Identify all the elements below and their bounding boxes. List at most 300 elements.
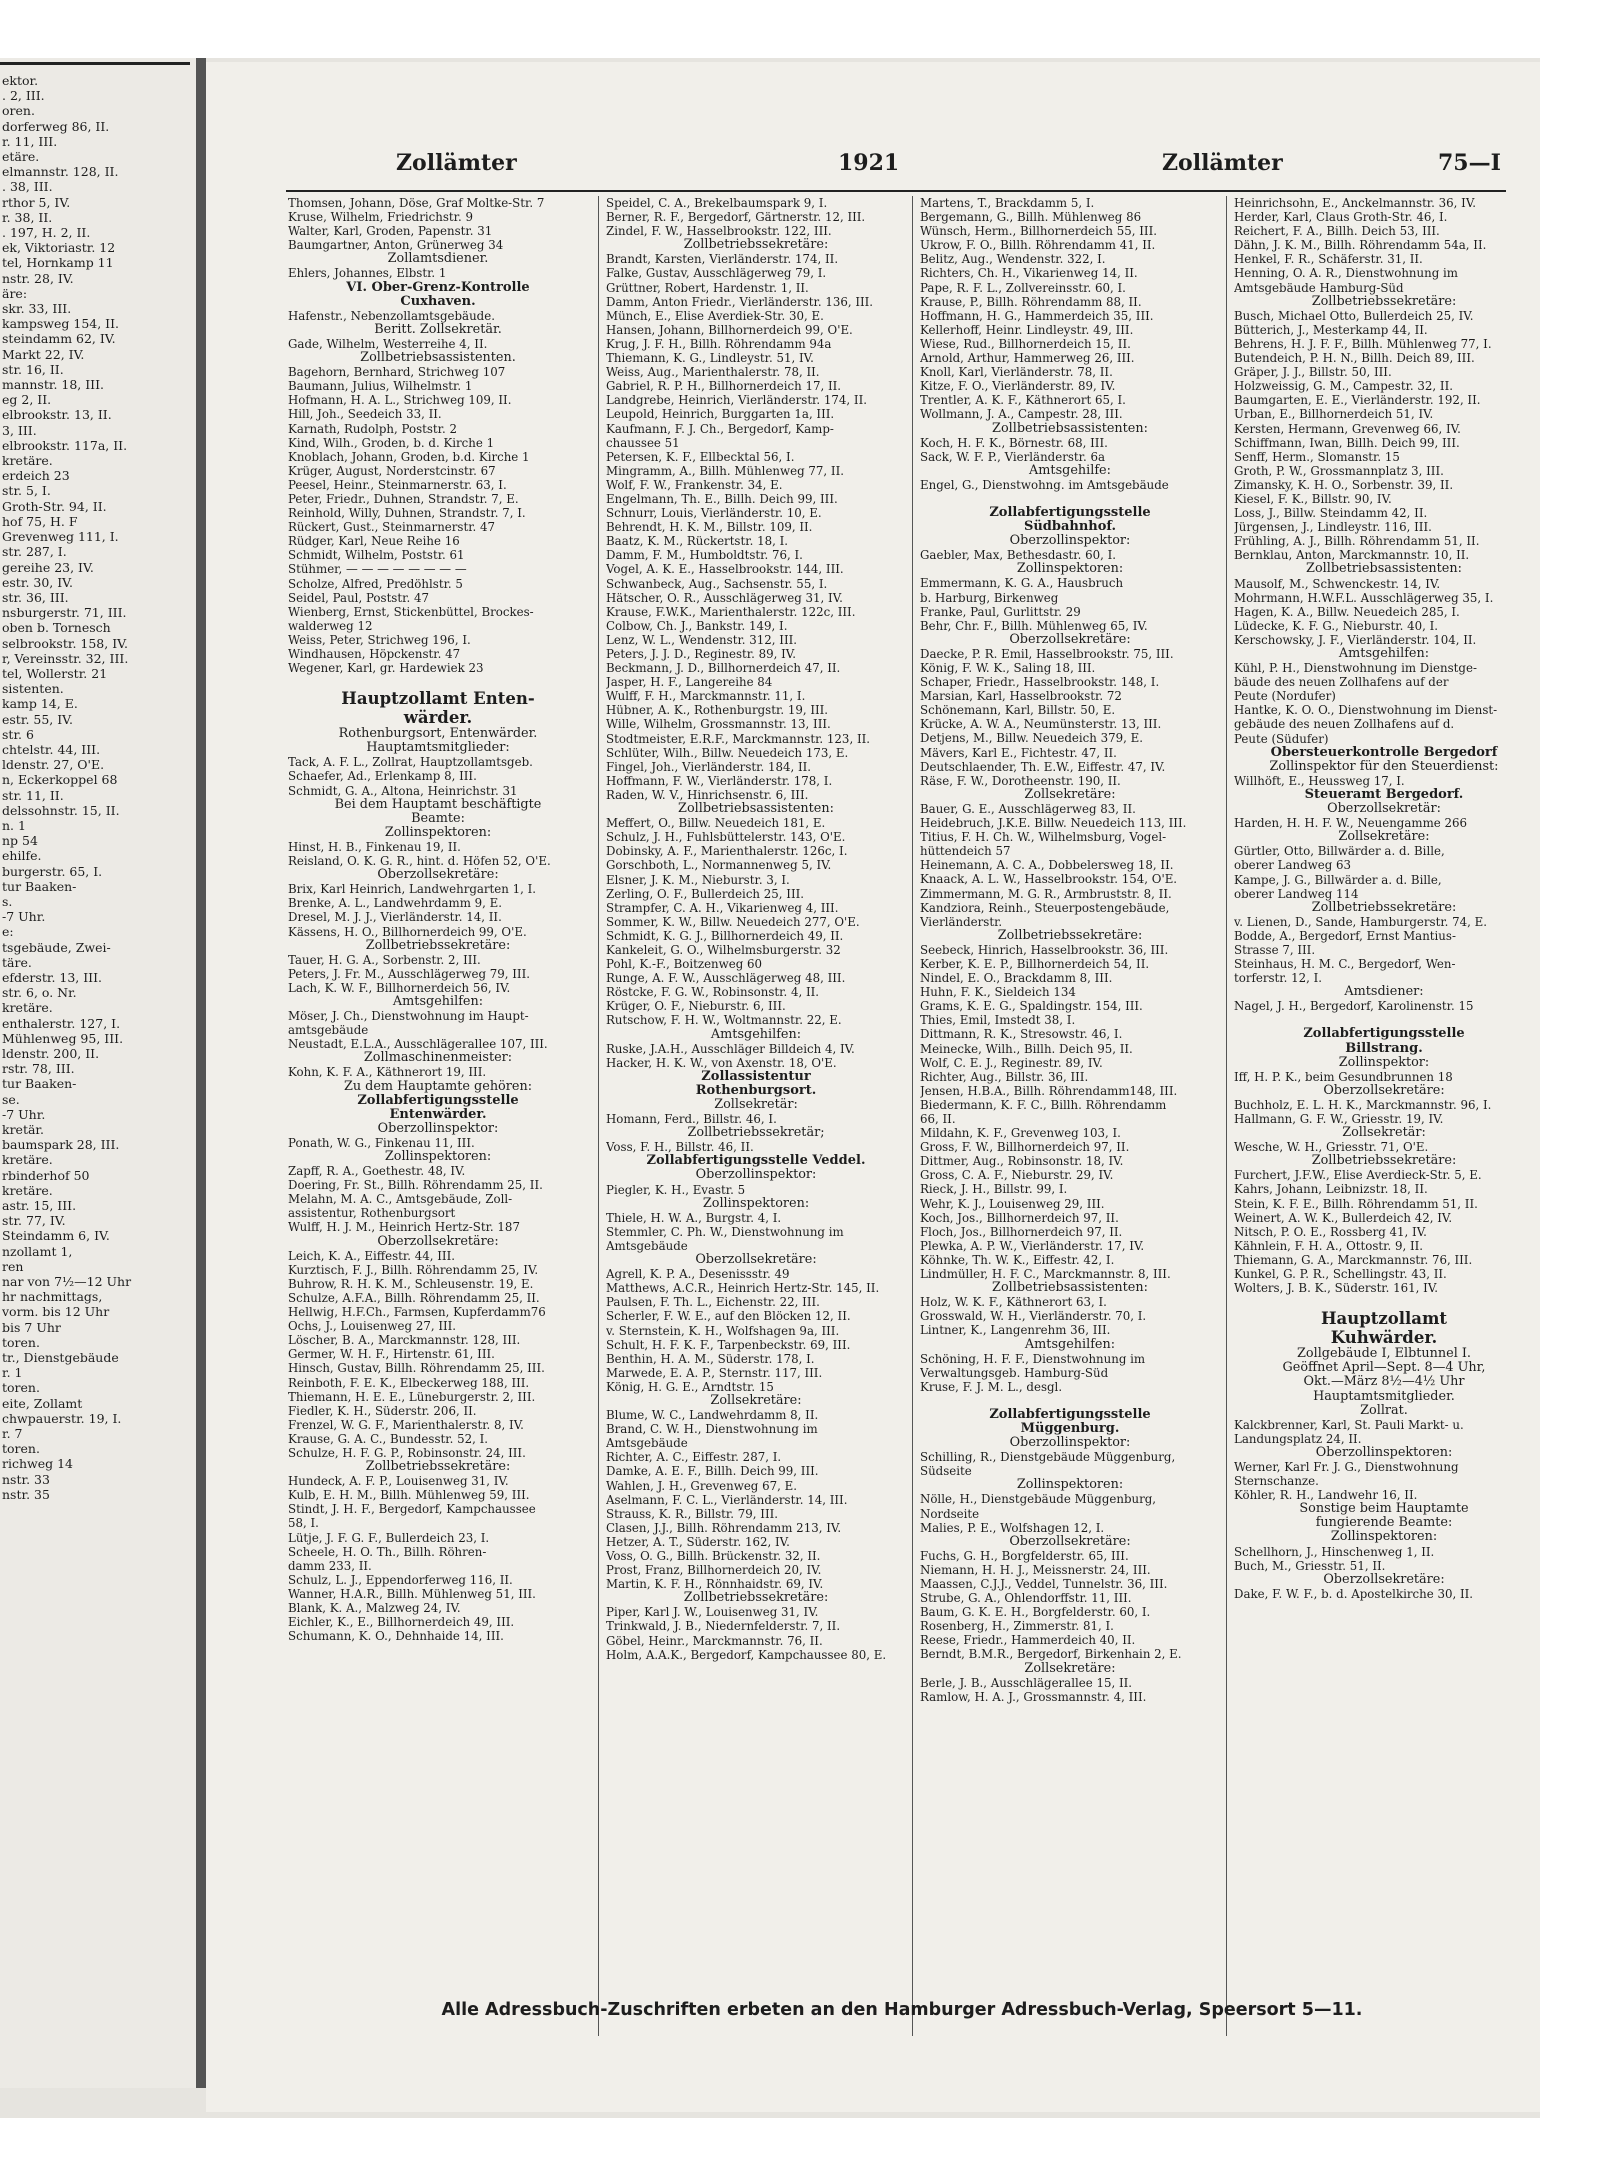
directory-entry: Matthews, A.C.R., Heinrich Hertz-Str. 145, II. bbox=[606, 1281, 880, 1296]
directory-entry: Stühmer, — — — — — — — — bbox=[288, 562, 467, 577]
left-page-line: ren bbox=[2, 1258, 24, 1274]
directory-entry: Wulff, F. H., Marckmannstr. 11, I. bbox=[606, 689, 806, 704]
directory-entry: Peute (Südufer) bbox=[1234, 731, 1329, 746]
left-page-line: str. 5, I. bbox=[2, 483, 51, 499]
directory-entry: Kampe, J. G., Billwärder a. d. Bille, bbox=[1234, 872, 1442, 887]
directory-entry: Dittmann, R. K., Stresowstr. 46, I. bbox=[920, 1027, 1123, 1042]
directory-entry: Fingel, Joh., Vierländerstr. 184, II. bbox=[606, 759, 812, 774]
directory-entry: Schiffmann, Iwan, Billh. Deich 99, III. bbox=[1234, 435, 1460, 450]
directory-entry: Thies, Emil, Imstedt 38, I. bbox=[920, 1013, 1076, 1028]
directory-entry: Amtsgebäude Hamburg-Süd bbox=[1234, 280, 1404, 295]
column-2 bbox=[606, 196, 906, 1662]
spacer bbox=[1234, 1295, 1534, 1309]
directory-entry: Hellwig, H.F.Ch., Farmsen, Kupferdamm76 bbox=[288, 1305, 546, 1320]
directory-entry: Schlüter, Wilh., Billw. Neuedeich 173, E. bbox=[606, 745, 849, 760]
directory-entry: Behrendt, H. K. M., Billstr. 109, II. bbox=[606, 520, 813, 535]
section-heading: Oberzollinspektoren: bbox=[1315, 1444, 1453, 1460]
directory-entry: Kruse, F. J. M. L., desgl. bbox=[920, 1379, 1063, 1394]
directory-entry: Baumgarten, E. E., Vierländerstr. 192, II. bbox=[1234, 393, 1481, 408]
directory-entry: gebäude des neuen Zollhafens auf d. bbox=[1234, 717, 1455, 732]
left-page-line: r. 11, III. bbox=[2, 133, 58, 149]
section-heading: Oberzollsekretäre: bbox=[695, 1252, 817, 1268]
directory-entry: Hill, Joh., Seedeich 33, II. bbox=[288, 407, 442, 422]
directory-entry: v. Lienen, D., Sande, Hamburgerstr. 74, E. bbox=[1234, 914, 1488, 929]
directory-entry: Buhrow, R. H. K. M., Schleusenstr. 19, E. bbox=[288, 1276, 534, 1291]
left-page-line: vorm. bis 12 Uhr bbox=[2, 1304, 110, 1320]
directory-entry: Zindel, F. W., Hasselbrookstr. 122, III. bbox=[606, 224, 832, 239]
left-page-line: etäre. bbox=[2, 149, 40, 165]
left-page-line: r. 7 bbox=[2, 1426, 23, 1442]
directory-entry: Strampfer, C. A. H., Vikarienweg 4, III. bbox=[606, 900, 839, 915]
directory-entry: Knoblach, Johann, Groden, b.d. Kirche 1 bbox=[288, 449, 530, 464]
directory-entry: Brand, C. W. H., Dienstwohnung im bbox=[606, 1422, 818, 1437]
office-heading: Zollabfertigungsstelle bbox=[1303, 1026, 1465, 1042]
section-heading: Zollbetriebssekretäre: bbox=[1311, 1153, 1457, 1169]
directory-entry: Nitsch, P. O. E., Rossberg 41, IV. bbox=[1234, 1224, 1427, 1239]
directory-entry: Zerling, O. F., Bullerdeich 25, III. bbox=[606, 886, 805, 901]
directory-entry: Bodde, A., Bergedorf, Ernst Mantius- bbox=[1234, 928, 1456, 943]
directory-entry: Rutschow, F. H. W., Woltmannstr. 22, E. bbox=[606, 1013, 842, 1028]
directory-entry: Tack, A. F. L., Zollrat, Hauptzollamtsgeb. bbox=[288, 755, 533, 770]
directory-entry: Wollmann, J. A., Campestr. 28, III. bbox=[920, 407, 1123, 422]
directory-entry: Buchholz, E. L. H. K., Marckmannstr. 96, I. bbox=[1234, 1097, 1492, 1112]
directory-entry: Vogel, A. K. E., Hasselbrookstr. 144, III. bbox=[606, 562, 844, 577]
section-heading: Zollinspektoren: bbox=[702, 1195, 810, 1211]
directory-entry: Gorschboth, L., Normannenweg 5, IV. bbox=[606, 858, 832, 873]
directory-entry: Jensen, H.B.A., Billh. Röhrendamm148, III. bbox=[920, 1083, 1178, 1098]
column-divider bbox=[1226, 196, 1227, 2036]
directory-entry: Windhausen, Höpckenstr. 47 bbox=[288, 647, 461, 661]
directory-entry: Damm, F. M., Humboldtstr. 76, I. bbox=[606, 548, 803, 563]
left-page-line: dorferweg 86, II. bbox=[2, 118, 110, 134]
directory-entry: Ukrow, F. O., Billh. Röhrendamm 41, II. bbox=[920, 238, 1156, 253]
section-heading: Oberzollsekretäre: bbox=[1009, 1533, 1131, 1549]
directory-entry: Blank, K. A., Malzweg 24, IV. bbox=[288, 1601, 461, 1615]
directory-entry: Franke, Paul, Gurlittstr. 29 bbox=[920, 604, 1081, 619]
directory-entry: Wesche, W. H., Griesstr. 71, O'E. bbox=[1234, 1140, 1429, 1155]
directory-entry: Ramlow, H. A. J., Grossmannstr. 4, III. bbox=[920, 1689, 1147, 1704]
directory-entry: hüttendeich 57 bbox=[920, 844, 1011, 859]
directory-entry: Belitz, Aug., Wendenstr. 322, I. bbox=[920, 252, 1106, 267]
directory-entry: Bütterich, J., Mesterkamp 44, II. bbox=[1234, 322, 1428, 337]
left-page-line: Steindamm 6, IV. bbox=[2, 1228, 110, 1244]
directory-entry: Reichert, F. A., Billh. Deich 53, III. bbox=[1234, 224, 1440, 239]
directory-entry: Bauer, G. E., Ausschlägerweg 83, II. bbox=[920, 801, 1136, 816]
directory-entry: Kellerhoff, Heinr. Lindleystr. 49, III. bbox=[920, 322, 1134, 337]
directory-entry: Scherler, F. W. E., auf den Blöcken 12, II. bbox=[606, 1309, 851, 1324]
directory-entry: 58, I. bbox=[288, 1516, 319, 1531]
spacer bbox=[920, 492, 1220, 506]
directory-entry: Henkel, F. R., Schäferstr. 31, II. bbox=[1234, 252, 1423, 267]
directory-entry: Peter, Friedr., Duhnen, Strandstr. 7, E. bbox=[288, 491, 519, 506]
directory-entry: Dake, F. W. F., b. d. Apostelkirche 30, II. bbox=[1234, 1586, 1474, 1601]
directory-entry: König, H. G. E., Arndtstr. 15 bbox=[606, 1379, 774, 1394]
directory-entry: Krause, P., Billh. Röhrendamm 88, II. bbox=[920, 294, 1142, 309]
directory-entry: Schöning, H. F. F., Dienstwohnung im bbox=[920, 1351, 1146, 1366]
directory-entry: Stemmler, C. Ph. W., Dienstwohnung im bbox=[606, 1224, 844, 1239]
left-page-line: str. 77, IV. bbox=[2, 1213, 66, 1229]
directory-entry: Leupold, Heinrich, Burggarten 1a, III. bbox=[606, 407, 835, 422]
directory-entry: Hantke, K. O. O., Dienstwohnung im Dienst- bbox=[1234, 703, 1498, 718]
directory-entry: Peesel, Heinr., Steinmarnerstr. 63, I. bbox=[288, 477, 507, 492]
directory-entry: Tauer, H. G. A., Sorbenstr. 2, III. bbox=[288, 952, 481, 967]
directory-entry: Baatz, K. M., Rückertstr. 18, I. bbox=[606, 534, 788, 549]
directory-entry: Heinemann, A. C. A., Dobbelersweg 18, II. bbox=[920, 858, 1174, 873]
left-page-line: str. 6, o. Nr. bbox=[2, 985, 77, 1001]
directory-entry: Reese, Friedr., Hammerdeich 40, II. bbox=[920, 1633, 1136, 1648]
section-heading: Zollbetriebssekretäre: bbox=[1311, 899, 1457, 915]
directory-entry: Gross, C. A. F., Nieburstr. 29, IV. bbox=[920, 1168, 1114, 1183]
directory-entry: Scholze, Alfred, Predöhlstr. 5 bbox=[288, 576, 463, 591]
directory-entry: v. Sternstein, K. H., Wolfshagen 9a, III. bbox=[606, 1323, 840, 1338]
directory-entry: Wehr, K. J., Louisenweg 29, III. bbox=[920, 1196, 1105, 1211]
directory-entry: Elsner, J. K. M., Nieburstr. 3, I. bbox=[606, 872, 790, 887]
directory-entry: Nölle, H., Dienstgebäude Müggenburg, bbox=[920, 1492, 1157, 1507]
left-page-line: Groth-Str. 94, II. bbox=[2, 498, 107, 514]
directory-entry: Schult, H. F. K. F., Tarpenbeckstr. 69, III. bbox=[606, 1337, 851, 1352]
directory-entry: Raden, W. V., Hinrichsenstr. 6, III. bbox=[606, 787, 809, 802]
directory-entry: Detjens, M., Billw. Neuedeich 379, E. bbox=[920, 731, 1144, 746]
left-page-line: str. 16, II. bbox=[2, 361, 64, 377]
left-page-line: baumspark 28, III. bbox=[2, 1137, 120, 1153]
section-heading: Zollinspektoren: bbox=[1330, 1529, 1438, 1545]
left-page-line: r. 38, II. bbox=[2, 209, 53, 225]
directory-entry: Kähnlein, F. H. A., Ottostr. 9, II. bbox=[1234, 1238, 1424, 1253]
left-page-line: . 197, H. 2, II. bbox=[2, 225, 91, 241]
left-page-line: kretär. bbox=[2, 1122, 44, 1138]
left-page-line: -7 Uhr. bbox=[2, 1106, 46, 1122]
directory-entry: Marwede, E. A. P., Sternstr. 117, III. bbox=[606, 1365, 823, 1380]
directory-entry: Peters, J. Fr. M., Ausschlägerweg 79, III. bbox=[288, 966, 531, 981]
directory-entry: Schumann, K. O., Dehnhaide 14, III. bbox=[288, 1629, 504, 1644]
directory-entry: Lintner, K., Langenrehm 36, III. bbox=[920, 1323, 1111, 1338]
section-heading: Sonstige beim Hauptamte bbox=[1299, 1501, 1469, 1517]
directory-entry: Lütje, J. F. G. F., Bullerdeich 23, I. bbox=[288, 1530, 490, 1545]
office-heading: Billstrang. bbox=[1345, 1040, 1423, 1056]
directory-entry: Stindt, J. H. F., Bergedorf, Kampchaussee bbox=[288, 1502, 536, 1517]
section-heading: Zollsekretär: bbox=[714, 1097, 798, 1112]
directory-entry: Südseite bbox=[920, 1464, 972, 1479]
directory-entry: Wienberg, Ernst, Stickenbüttel, Brockes- bbox=[288, 604, 534, 619]
left-page-line: rstr. 78, III. bbox=[2, 1061, 75, 1077]
directory-entry: Hübner, A. K., Rothenburgstr. 19, III. bbox=[606, 703, 829, 718]
directory-entry: Heinrichsohn, E., Anckelmannstr. 36, IV. bbox=[1234, 196, 1477, 210]
section-heading: Beritt. Zollsekretär. bbox=[374, 321, 502, 337]
section-heading: Hauptamtsmitglieder: bbox=[366, 740, 510, 756]
directory-entry: b. Harburg, Birkenweg bbox=[920, 590, 1059, 605]
section-heading: Oberzollsekretäre: bbox=[377, 1233, 499, 1249]
directory-entry: Vierländerstr. bbox=[920, 914, 1003, 929]
directory-entry: Busch, Michael Otto, Bullerdeich 25, IV. bbox=[1234, 308, 1474, 323]
directory-entry: Kässens, H. O., Billhornerdeich 99, O'E. bbox=[288, 924, 527, 939]
directory-entry: Zapff, R. A., Goethestr. 48, IV. bbox=[288, 1164, 466, 1179]
directory-entry: Landungsplatz 24, II. bbox=[1234, 1431, 1362, 1446]
directory-entry: Brandt, Karsten, Vierländerstr. 174, II. bbox=[606, 252, 839, 267]
directory-entry: Rieck, J. H., Billstr. 99, I. bbox=[920, 1182, 1068, 1197]
section-heading: Zollinspektoren: bbox=[1016, 561, 1124, 577]
directory-entry: Lenz, W. L., Wendenstr. 312, III. bbox=[606, 632, 798, 647]
spacer bbox=[920, 1394, 1220, 1408]
office-heading: Müggenburg. bbox=[1020, 1420, 1120, 1436]
directory-entry: Martens, T., Brackdamm 5, I. bbox=[920, 196, 1095, 210]
directory-entry: Prost, Franz, Billhornerdeich 20, IV. bbox=[606, 1563, 822, 1578]
directory-entry: Wiese, Rud., Billhornerdeich 15, II. bbox=[920, 336, 1131, 351]
office-heading: Zollabfertigungsstelle Veddel. bbox=[646, 1153, 866, 1169]
left-page-line: str. 36, III. bbox=[2, 589, 69, 605]
directory-entry: 66, II. bbox=[920, 1112, 956, 1126]
directory-entry: Köhler, R. H., Landwehr 16, II. bbox=[1234, 1488, 1418, 1503]
directory-entry: Sternschanze. bbox=[1234, 1474, 1319, 1489]
directory-entry: Hoffmann, H. G., Hammerdeich 35, III. bbox=[920, 308, 1154, 323]
office-heading: Zollabfertigungsstelle bbox=[357, 1092, 519, 1108]
directory-entry: Urban, E., Billhornerdeich 51, IV. bbox=[1234, 407, 1434, 422]
directory-entry: Zimmermann, M. G. R., Armbruststr. 8, II. bbox=[920, 886, 1172, 901]
directory-entry: Wolters, J. B. K., Süderstr. 161, IV. bbox=[1234, 1281, 1439, 1296]
office-heading: Rothenburgsort. bbox=[695, 1082, 817, 1098]
left-page-line: nstr. 35 bbox=[2, 1486, 50, 1502]
directory-entry: Baumgartner, Anton, Grünerweg 34 bbox=[288, 238, 504, 253]
directory-entry: Meffert, O., Billw. Neuedeich 181, E. bbox=[606, 816, 826, 831]
left-page-line: skr. 33, III. bbox=[2, 301, 72, 317]
column-3 bbox=[920, 196, 1220, 1704]
left-page-line: chwpauerstr. 19, I. bbox=[2, 1410, 122, 1426]
left-page-line: np 54 bbox=[2, 833, 38, 849]
directory-entry: Biedermann, K. F. C., Billh. Röhrendamm bbox=[920, 1097, 1167, 1112]
directory-entry: Meinecke, Wilh., Billh. Deich 95, II. bbox=[920, 1041, 1133, 1056]
directory-entry: Kurztisch, F. J., Billh. Röhrendamm 25, IV. bbox=[288, 1262, 539, 1277]
directory-entry: Rosenberg, H., Zimmerstr. 81, I. bbox=[920, 1619, 1114, 1634]
left-page-line: kretäre. bbox=[2, 453, 53, 469]
directory-entry: Frühling, A. J., Billh. Röhrendamm 51, II. bbox=[1234, 534, 1480, 549]
directory-entry: Ochs, J., Louisenweg 27, III. bbox=[288, 1319, 457, 1334]
directory-entry: Kiesel, F. K., Billstr. 90, IV. bbox=[1234, 491, 1392, 506]
directory-entry: amtsgebäude bbox=[288, 1023, 369, 1038]
directory-entry: Germer, W. H. F., Hirtenstr. 61, III. bbox=[288, 1347, 495, 1362]
left-page-line: bis 7 Uhr bbox=[2, 1319, 61, 1335]
directory-entry: Bergemann, G., Billh. Mühlenweg 86 bbox=[920, 210, 1142, 225]
directory-entry: Kandziora, Reinh., Steuerpostengebäude, bbox=[920, 900, 1170, 915]
directory-entry: Holz, W. K. F., Käthnerort 63, I. bbox=[920, 1295, 1107, 1310]
section-heading: Zu dem Hauptamte gehören: bbox=[343, 1078, 533, 1094]
directory-entry: Huhn, F. K., Sieldeich 134 bbox=[920, 985, 1076, 1000]
directory-entry: Kunkel, G. P. R., Schellingstr. 43, II. bbox=[1234, 1267, 1447, 1282]
spacer bbox=[1234, 1013, 1534, 1027]
directory-entry: Gräper, J. J., Billstr. 50, III. bbox=[1234, 365, 1392, 380]
left-page-line: tr., Dienstgebäude bbox=[2, 1350, 119, 1366]
directory-entry: Krug, J. F. H., Billh. Röhrendamm 94a bbox=[606, 336, 832, 351]
directory-entry: Damke, A. E. F., Billh. Deich 99, III. bbox=[606, 1464, 819, 1479]
left-page-line: elbrookstr. 13, II. bbox=[2, 407, 112, 423]
section-heading: Bei dem Hauptamt beschäftigte bbox=[334, 796, 542, 812]
directory-entry: Aselmann, F. C. L., Vierländerstr. 14, III. bbox=[606, 1492, 848, 1507]
left-page-line: se. bbox=[2, 1091, 20, 1107]
section-heading: Amtsgehilfen: bbox=[1338, 646, 1430, 661]
section-heading: Oberzollsekretäre: bbox=[377, 867, 499, 883]
section-heading: Zollbetriebssekretäre: bbox=[683, 1590, 829, 1606]
directory-entry: Runge, A. F. W., Ausschlägerweg 48, III. bbox=[606, 971, 846, 986]
section-heading: Oberzollsekretäre: bbox=[1323, 1571, 1445, 1587]
left-page-line: kamp 14, E. bbox=[2, 696, 78, 712]
directory-entry: Kühl, P. H., Dienstwohnung im Dienstge- bbox=[1234, 661, 1477, 676]
directory-entry: Loss, J., Billw. Steindamm 42, II. bbox=[1234, 506, 1428, 521]
directory-entry: Wulff, H. J. M., Heinrich Hertz-Str. 187 bbox=[288, 1220, 520, 1235]
left-page-line: eite, Zollamt bbox=[2, 1395, 83, 1411]
directory-entry: Dähn, J. K. M., Billh. Röhrendamm 54a, II. bbox=[1234, 238, 1487, 253]
directory-entry: Holm, A.A.K., Bergedorf, Kampchaussee 80, E. bbox=[606, 1647, 887, 1662]
directory-entry: Fiedler, K. H., Süderstr. 206, II. bbox=[288, 1403, 477, 1418]
left-page-line: kretäre. bbox=[2, 1000, 53, 1016]
left-page-line: str. 11, II. bbox=[2, 787, 64, 803]
directory-entry: Melahn, M. A. C., Amtsgebäude, Zoll- bbox=[288, 1192, 513, 1207]
directory-entry: Schellhorn, J., Hinschenweg 1, II. bbox=[1234, 1544, 1435, 1559]
directory-entry: Thiemann, H. E. E., Lüneburgerstr. 2, III. bbox=[288, 1389, 536, 1404]
directory-entry: Kaufmann, F. J. Ch., Bergedorf, Kamp- bbox=[606, 421, 834, 436]
directory-entry: Grams, K. E. G., Spaldingstr. 154, III. bbox=[920, 999, 1143, 1014]
directory-entry: Piegler, K. H., Evastr. 5 bbox=[606, 1182, 746, 1197]
directory-entry: Berndt, B.M.R., Bergedorf, Birkenhain 2, E. bbox=[920, 1647, 1182, 1662]
section-heading: Oberzollinspektor: bbox=[377, 1120, 499, 1136]
left-page-line: nzollamt 1, bbox=[2, 1243, 73, 1259]
directory-entry: Wegener, Karl, gr. Hardewiek 23 bbox=[288, 661, 484, 676]
directory-entry: Fuchs, G. H., Borgfelderstr. 65, III. bbox=[920, 1548, 1129, 1563]
directory-entry: Thiemann, K. G., Lindleystr. 51, IV. bbox=[606, 351, 814, 366]
office-heading: Südbahnhof. bbox=[1023, 519, 1117, 535]
section-heading: Zollinspektoren: bbox=[1016, 1477, 1124, 1493]
directory-entry: Hoffmann, F. W., Vierländerstr. 178, I. bbox=[606, 773, 833, 788]
left-page-line: e: bbox=[2, 924, 14, 940]
directory-entry: Hansen, Johann, Billhornerdeich 99, O'E. bbox=[606, 322, 853, 337]
left-page-line: str. 287, I. bbox=[2, 544, 67, 560]
directory-entry: Heidebruch, J.K.E. Billw. Neuedeich 113, III. bbox=[920, 816, 1187, 831]
section-heading: Zollbetriebsassistenten: bbox=[1306, 561, 1462, 577]
main-office-title: Kuhwärder. bbox=[1330, 1328, 1438, 1348]
section-heading: Oberzollsekretäre: bbox=[1009, 631, 1131, 647]
left-page-line: elmannstr. 128, II. bbox=[2, 164, 119, 180]
directory-entry: Pape, R. F. L., Zollvereinsstr. 60, I. bbox=[920, 280, 1126, 295]
section-heading: Oberzollinspektor: bbox=[695, 1167, 817, 1183]
directory-entry: Henning, O. A. R., Dienstwohnung im bbox=[1234, 266, 1458, 281]
left-page-line: Grevenweg 111, I. bbox=[2, 529, 119, 545]
left-page-line: Mühlenweg 95, III. bbox=[2, 1030, 124, 1046]
section-heading: Zollinspektoren: bbox=[384, 824, 492, 840]
header-right-title: Zollämter bbox=[1162, 150, 1283, 176]
directory-entry: Schmidt, K. G. J., Billhornerdeich 49, II. bbox=[606, 928, 844, 943]
directory-entry: Stodtmeister, E.R.F., Marckmannstr. 123, II. bbox=[606, 731, 871, 746]
directory-entry: Ehlers, Johannes, Elbstr. 1 bbox=[288, 266, 447, 281]
section-heading: Beamte: bbox=[411, 810, 465, 826]
column-divider bbox=[598, 196, 599, 2036]
directory-entry: Furchert, J.F.W., Elise Averdieck-Str. 5, E. bbox=[1234, 1168, 1482, 1183]
directory-entry: Walter, Karl, Groden, Papenstr. 31 bbox=[288, 224, 493, 239]
directory-entry: Kind, Wilh., Groden, b. d. Kirche 1 bbox=[288, 435, 495, 450]
left-page-line: tel, Wollerstr. 21 bbox=[2, 665, 108, 681]
directory-entry: Dobinsky, A. F., Marienthalerstr. 126c, I. bbox=[606, 844, 848, 859]
left-page-line: tsgebäude, Zwei- bbox=[2, 939, 111, 955]
left-page-line: r. 1 bbox=[2, 1365, 23, 1381]
directory-entry: König, F. W. K., Saling 18, III. bbox=[920, 661, 1096, 675]
directory-entry: Weinert, A. W. K., Bullerdeich 42, IV. bbox=[1234, 1210, 1453, 1225]
left-page-line: kretäre. bbox=[2, 1182, 53, 1198]
directory-entry: Steinhaus, H. M. C., Bergedorf, Wen- bbox=[1234, 957, 1456, 972]
left-page-line: nar von 7½—12 Uhr bbox=[2, 1274, 132, 1290]
directory-entry: Schönemann, Karl, Billstr. 50, E. bbox=[920, 703, 1116, 718]
directory-entry: Strasse 7, III. bbox=[1234, 942, 1316, 957]
directory-entry: Jasper, H. F., Langereihe 84 bbox=[606, 675, 773, 690]
directory-entry: Baum, G. K. E. H., Borgfelderstr. 60, I. bbox=[920, 1605, 1151, 1620]
left-page-line: n. 1 bbox=[2, 817, 26, 833]
left-page-line: tur Baaken- bbox=[2, 878, 77, 894]
section-heading: Oberzollinspektor: bbox=[1009, 1435, 1131, 1451]
left-page-line: n, Eckerkoppel 68 bbox=[2, 772, 118, 788]
directory-entry: Doering, Fr. St., Billh. Röhrendamm 25, II. bbox=[288, 1178, 543, 1193]
directory-entry: Karnath, Rudolph, Poststr. 2 bbox=[288, 421, 458, 436]
directory-entry: Köhnke, Th. W. K., Eiffestr. 42, I. bbox=[920, 1252, 1115, 1267]
section-heading: Zollamtsdiener. bbox=[387, 251, 489, 267]
directory-entry: Knoll, Karl, Vierländerstr. 78, II. bbox=[920, 365, 1113, 380]
directory-entry: Wille, Wilhelm, Grossmannstr. 13, III. bbox=[606, 717, 831, 732]
directory-entry: Krücke, A. W. A., Neumünsterstr. 13, III. bbox=[920, 717, 1162, 732]
left-page-line: burgerstr. 65, I. bbox=[2, 863, 103, 879]
directory-entry: Colbow, Ch. J., Bankstr. 149, I. bbox=[606, 618, 788, 633]
directory-entry: Beckmann, J. D., Billhornerdeich 47, II. bbox=[606, 661, 841, 676]
directory-entry: Peters, J. J. D., Reginestr. 89, IV. bbox=[606, 647, 796, 661]
directory-entry: Mausolf, M., Schwenckestr. 14, IV. bbox=[1234, 576, 1441, 591]
section-heading: Zollsekretäre: bbox=[1024, 1660, 1116, 1676]
main-office-title: wärder. bbox=[403, 708, 473, 728]
left-page-line: nstr. 28, IV. bbox=[2, 270, 74, 286]
left-page-line: -7 Uhr. bbox=[2, 909, 46, 925]
directory-entry: Krause, F.W.K., Marienthalerstr. 122c, III. bbox=[606, 604, 856, 619]
directory-entry: Kerschowsky, J. F., Vierländerstr. 104, II. bbox=[1234, 632, 1477, 647]
directory-entry: bäude des neuen Zollhafens auf der bbox=[1234, 675, 1449, 690]
office-heading: VI. Ober-Grenz-Kontrolle bbox=[346, 279, 530, 295]
directory-entry: Hinst, H. B., Finkenau 19, II. bbox=[288, 839, 461, 854]
directory-entry: Rückert, Gust., Steinmarnerstr. 47 bbox=[288, 520, 496, 535]
directory-entry: torferstr. 12, I. bbox=[1234, 971, 1323, 986]
left-page-line: ldenstr. 200, II. bbox=[2, 1046, 100, 1061]
directory-entry: assistentur, Rothenburgsort bbox=[288, 1206, 456, 1221]
directory-entry: Gross, F. W., Billhornerdeich 97, II. bbox=[920, 1140, 1130, 1155]
office-heading: Cuxhaven. bbox=[400, 293, 476, 309]
directory-entry: Lüdecke, K. F. G., Nieburstr. 40, I. bbox=[1234, 618, 1439, 633]
left-rule bbox=[0, 62, 190, 65]
directory-entry: Baumann, Julius, Wilhelmstr. 1 bbox=[288, 379, 473, 394]
directory-entry: Röstcke, F. G. W., Robinsonstr. 4, II. bbox=[606, 985, 820, 1000]
directory-entry: oberer Landweg 63 bbox=[1234, 858, 1352, 873]
main-office-title: Hauptzollamt Enten- bbox=[341, 689, 535, 709]
directory-entry: Hafenstr., Nebenzollamtsgebäude. bbox=[288, 308, 495, 323]
section-heading: Amtsgehilfen: bbox=[710, 1026, 802, 1042]
left-page-line: chtelstr. 44, III. bbox=[2, 741, 101, 757]
section-heading: Oberzollsekretär: bbox=[1327, 801, 1441, 817]
directory-entry: Richters, Ch. H., Vikarienweg 14, II. bbox=[920, 266, 1138, 281]
directory-entry: Kersten, Hermann, Grevenweg 66, IV. bbox=[1234, 421, 1461, 436]
directory-entry: Mildahn, K. F., Grevenweg 103, I. bbox=[920, 1126, 1121, 1141]
directory-entry: Gaebler, Max, Bethesdastr. 60, I. bbox=[920, 548, 1117, 563]
directory-entry: Schilling, R., Dienstgebäude Müggenburg, bbox=[920, 1450, 1176, 1465]
directory-entry: Hundeck, A. F. P., Louisenweg 31, IV. bbox=[288, 1474, 509, 1489]
directory-entry: damm 233, II. bbox=[288, 1558, 372, 1573]
left-page-line: nstr. 33 bbox=[2, 1471, 50, 1487]
directory-entry: Seebeck, Hinrich, Hasselbrookstr. 36, III. bbox=[920, 942, 1169, 957]
directory-entry: Weiss, Aug., Marienthalerstr. 78, II. bbox=[606, 365, 820, 380]
directory-entry: Harden, H. H. F. W., Neuengamme 266 bbox=[1234, 816, 1468, 831]
directory-entry: Ruske, J.A.H., Ausschläger Billdeich 4, IV. bbox=[606, 1041, 855, 1056]
directory-entry: Deutschlaender, Th. E.W., Eiffestr. 47, IV. bbox=[920, 759, 1166, 774]
left-page-line: hr nachmittags, bbox=[2, 1289, 103, 1305]
left-page-line: toren. bbox=[2, 1441, 40, 1457]
directory-entry: Daecke, P. R. Emil, Hasselbrookstr. 75, III. bbox=[920, 646, 1174, 661]
